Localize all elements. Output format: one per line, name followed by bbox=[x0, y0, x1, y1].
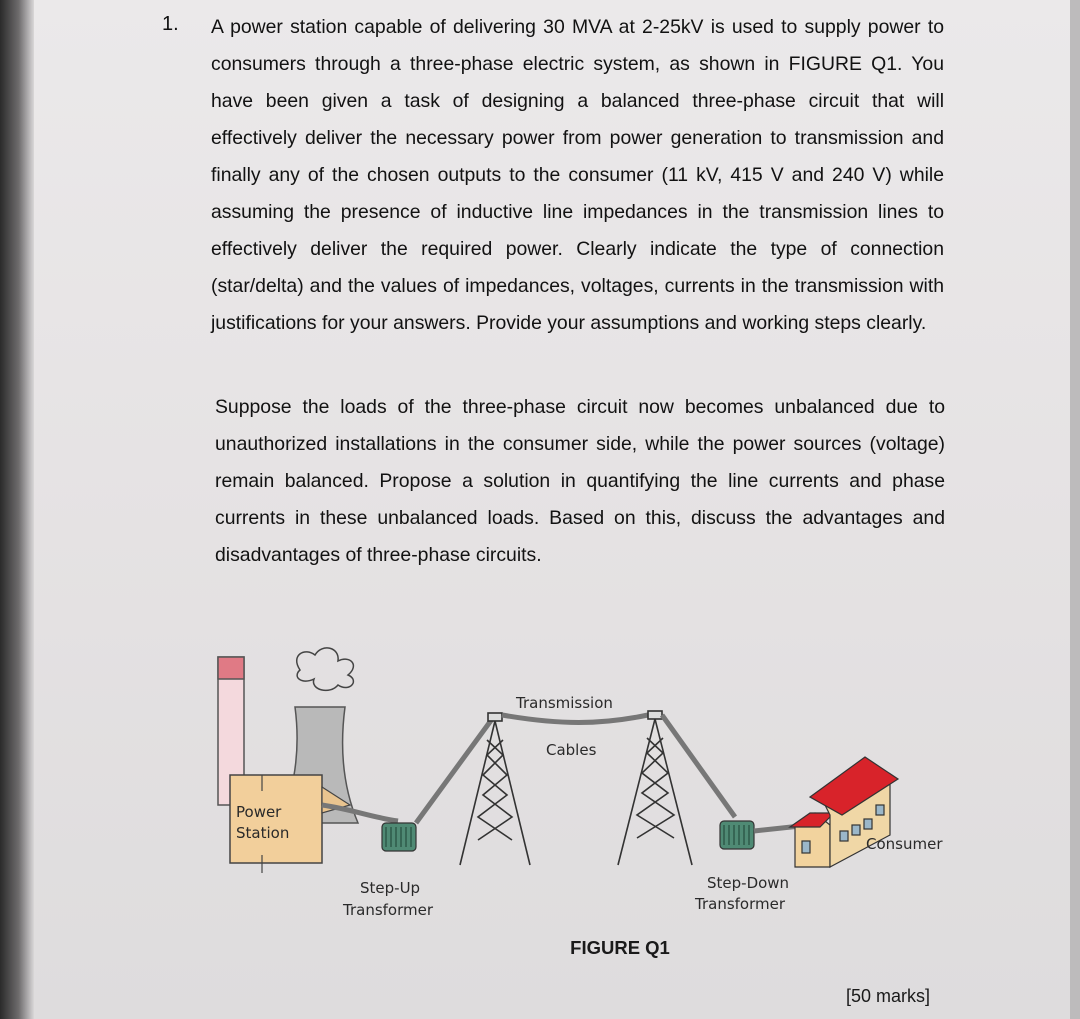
figure-caption-text: FIGURE Q1 bbox=[570, 937, 670, 958]
smoke-icon bbox=[297, 648, 354, 691]
page-right-edge bbox=[1070, 0, 1080, 1019]
marks-allocation: [50 marks] bbox=[846, 986, 931, 1006]
figure-caption bbox=[0, 937, 1080, 959]
figure-q1-illustration bbox=[210, 635, 970, 935]
step-up-transformer-label: Transformer bbox=[343, 901, 434, 919]
transmission-label: Transmission bbox=[516, 694, 613, 712]
cable-to-step-down bbox=[662, 715, 735, 817]
transmission-tower-1 bbox=[460, 713, 530, 865]
step-down-transformer-label: Transformer bbox=[695, 895, 786, 913]
question-paragraph-2: Suppose the loads of the three-phase circuit now becomes unbalanced due to unauthorized installations in the consumer side, while the power sources (voltage) remain balanced. Propose a solution in quantifying the line currents and phase currents in these unbalanced loads. Based on this, discuss the advantages and disadvantages of three-phase circuits. bbox=[215, 396, 945, 566]
question-paragraph-1: A power station capable of delivering 30 MVA at 2-25kV is used to supply power to consumers through a three-phase electric system, as shown in FIGURE Q1. You have been given a task of designing a balanced three-phase circuit that will effectively deliver the necessary power from power generation to transmission and finally any of the chosen outputs to the consumer (11 kV, 415 V and 240 V) while assuming the presence of inductive line impedances in the transmission lines to effectively deliver the required power. Clearly indicate the type of connection (star/delta) and the values of impedances, voltages, currents in the transmission with justifications for your answers. Provide your assumptions and working steps clearly. bbox=[211, 16, 944, 334]
step-down-label: Step-Down bbox=[707, 874, 790, 892]
station-label: Station bbox=[236, 824, 290, 842]
page-left-shadow bbox=[0, 0, 34, 1019]
step-up-transformer-icon bbox=[382, 823, 416, 851]
step-up-label: Step-Up bbox=[360, 879, 421, 897]
transmission-tower-2 bbox=[618, 711, 692, 865]
power-label: Power bbox=[236, 803, 282, 821]
question-number: 1. bbox=[162, 13, 179, 35]
step-down-transformer-icon bbox=[720, 821, 754, 849]
transmission-cable-span bbox=[502, 715, 648, 723]
cables-label: Cables bbox=[546, 741, 597, 759]
consumer-label: Consumer bbox=[866, 835, 943, 853]
